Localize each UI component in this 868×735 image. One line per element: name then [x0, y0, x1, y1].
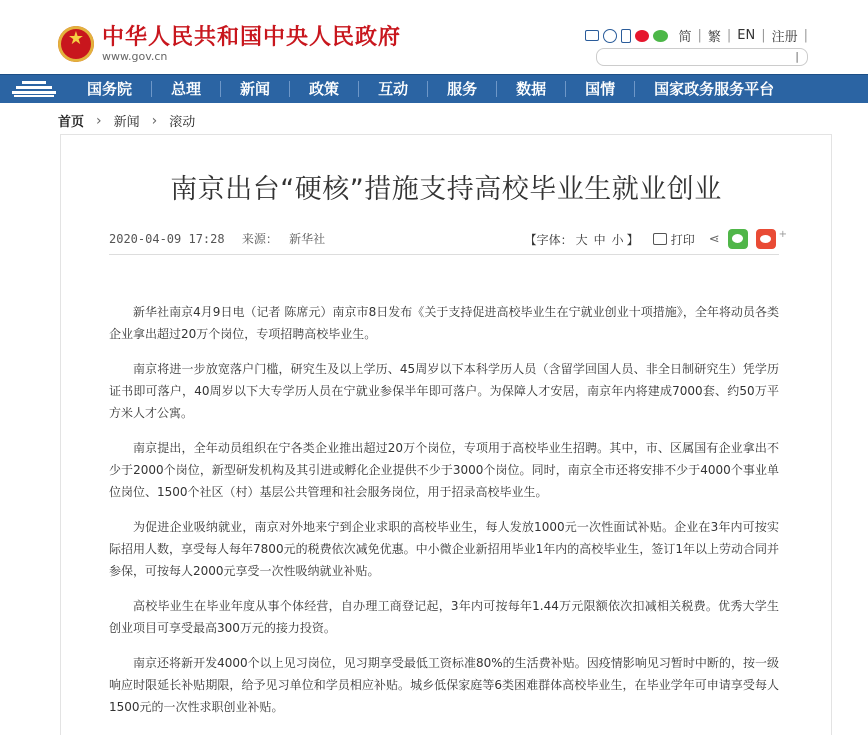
search-box: [596, 48, 808, 66]
article-body: [109, 301, 779, 731]
nav-items: [68, 75, 793, 103]
site-logo[interactable]: [58, 24, 401, 64]
nav-home[interactable]: [0, 75, 68, 103]
font-size-control: [525, 231, 639, 248]
font-size-label: 【字体：: [524, 232, 573, 247]
printer-icon: [653, 233, 667, 245]
paragraph: 南京将进一步放宽落户门槛，研究生及以上学历、45周岁以下本科学历人员（含留学回国人员、非全日制研究生）凭学历证书即可落户，40周岁以下大专学历人员在宁就业参保半年即可落户。为保障人才安居，南京年内将建成7000套、约50万平方米人才公寓。: [109, 362, 779, 420]
chevron-right-icon: ›: [96, 112, 102, 129]
article-title: 南京出台“硬核”措施支持高校毕业生就业创业: [170, 174, 722, 205]
link-english[interactable]: EN: [737, 28, 756, 43]
nav-item-national-info[interactable]: 国情: [585, 80, 616, 98]
message-icon[interactable]: [603, 29, 617, 43]
site-header: [0, 0, 868, 74]
article-datetime: 2020-04-09 17:28: [109, 232, 225, 246]
nav-item-news[interactable]: 新闻: [240, 80, 271, 98]
paragraph: 新华社南京4月9日电（记者 陈席元）南京市8日发布《关于支持促进高校毕业生在宁就业创业十项措施》，全年将动员各类企业拿出超过20万个岗位，专项招聘高校毕业生。: [109, 305, 779, 341]
top-links: [585, 26, 808, 45]
article-container: [60, 134, 832, 735]
breadcrumb-home[interactable]: 首页: [58, 115, 85, 130]
link-register[interactable]: 注册: [771, 30, 798, 45]
more-share-icon[interactable]: +: [778, 228, 787, 240]
link-simplified[interactable]: 简: [678, 30, 692, 45]
font-size-medium[interactable]: 中: [593, 232, 606, 247]
article-meta: [109, 230, 335, 247]
link-traditional[interactable]: 繁: [707, 30, 721, 45]
chevron-right-icon: ›: [151, 112, 158, 129]
separator: |: [697, 28, 702, 43]
tiananmen-icon: [12, 80, 56, 98]
nav-item-data[interactable]: 数据: [516, 80, 547, 98]
search-cursor-icon: |: [795, 50, 799, 63]
brand: [102, 24, 401, 64]
nav-item-services[interactable]: 服务: [447, 80, 478, 98]
mobile-icon[interactable]: [621, 29, 631, 43]
nav-item-policy[interactable]: 政策: [309, 80, 340, 98]
print-label: 打印: [670, 232, 695, 247]
mail-icon[interactable]: [585, 30, 599, 41]
meta-divider: [109, 254, 779, 255]
paragraph: 为促进企业吸纳就业，南京对外地来宁到企业求职的高校毕业生，每人发放1000元一次性面试补贴。企业在3年内可按实际招用人数，享受每人每年7800元的税费依次减免优惠。中小微企业新招用毕业1年内的高校毕业生，签订1年以上劳动合同并参保，可按每人2000元享受一次性吸纳就业补贴。: [109, 520, 779, 578]
paragraph: 南京还将新开发4000个以上见习岗位，见习期享受最低工资标准80%的生活费补贴。因疫情影响见习暂时中断的，按一级响应时限延长补贴期限，给予见习单位和学员相应补贴。城乡低保家庭等6类困难群体高校毕业生，在毕业学年可申请享受每人1500元的一次性求职创业补贴。: [109, 656, 779, 714]
nav-item-premier[interactable]: 总理: [171, 80, 202, 98]
separator: |: [726, 28, 732, 43]
main-nav: [0, 74, 868, 103]
nav-item-state-council[interactable]: 国务院: [87, 80, 133, 98]
font-size-large[interactable]: 大: [575, 232, 588, 247]
wechat-icon[interactable]: [653, 30, 668, 42]
national-emblem-icon: [58, 26, 94, 62]
nav-item-service-platform[interactable]: 国家政务服务平台: [654, 80, 775, 98]
breadcrumb-news[interactable]: 新闻: [113, 115, 140, 130]
font-size-close: 】: [626, 232, 639, 247]
site-name: 中华人民共和国中央人民政府: [102, 24, 402, 50]
separator: |: [803, 28, 808, 43]
weibo-icon[interactable]: [635, 30, 649, 42]
breadcrumb-scroll[interactable]: 滚动: [169, 115, 196, 130]
weibo-share-icon[interactable]: [756, 229, 776, 249]
print-button[interactable]: [653, 231, 695, 248]
search-input[interactable]: [605, 53, 789, 69]
article-tools: [525, 229, 787, 249]
share-icon[interactable]: ⋖: [708, 231, 720, 247]
site-url: www.gov.cn: [102, 50, 168, 63]
wechat-share-icon[interactable]: [728, 229, 748, 249]
paragraph: 南京提出，全年动员组织在宁各类企业推出超过20万个岗位，专项用于高校毕业生招聘。其中，市、区属国有企业拿出不少于2000个岗位，新型研发机构及其引进或孵化企业提供不少于3000个岗位。同时，南京全市还将安排不少于4000个事业单位岗位、1500个社区（村）基层公共管理和社会服务岗位，用于招录高校毕业生。: [109, 441, 779, 499]
font-size-small[interactable]: 小: [611, 232, 624, 247]
paragraph: 高校毕业生在毕业年度从事个体经营，自办理工商登记起，3年内可按每年1.44万元限额依次扣减相关税费。优秀大学生创业项目可享受最高300万元的接力投资。: [109, 599, 779, 635]
nav-item-interaction[interactable]: 互动: [378, 80, 409, 98]
article-source: 新华社: [289, 232, 326, 246]
breadcrumb: [58, 111, 195, 130]
separator: |: [761, 28, 766, 43]
source-label: 来源：: [241, 232, 278, 246]
